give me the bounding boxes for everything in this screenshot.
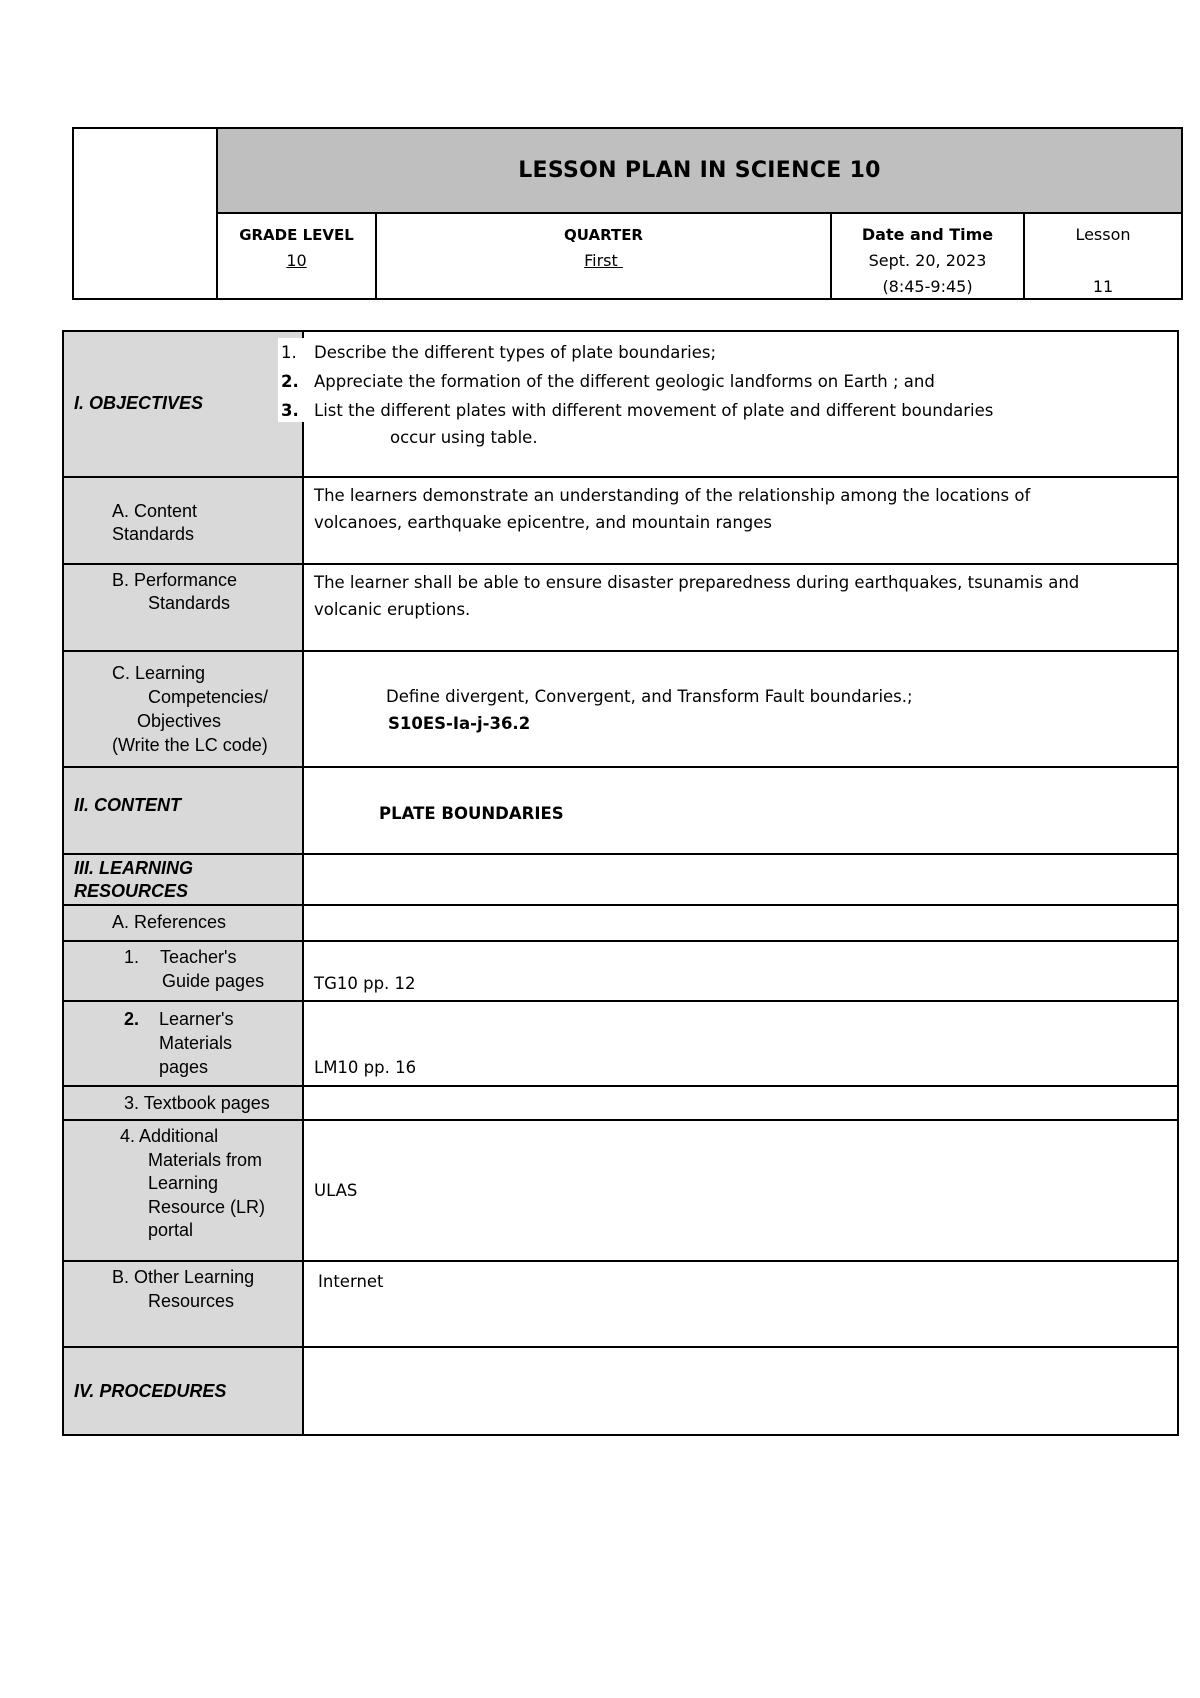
competencies-label-cell: C. Learning Competencies/ Objectives (Write the LC code) <box>64 652 304 766</box>
content-standards-label: A. Content <box>112 501 198 521</box>
procedures-label: IV. PROCEDURES <box>74 1381 227 1401</box>
other-resources-label: B. Other Learning <box>112 1267 255 1287</box>
competencies-row <box>64 652 1177 768</box>
date-time-cell <box>830 214 1023 298</box>
references-row <box>64 906 1177 942</box>
lesson-cell <box>1023 214 1181 298</box>
content-label: II. CONTENT <box>74 795 181 815</box>
content-standards-label-cell: A. Content Standards <box>64 478 304 563</box>
lesson-label: Lesson <box>1075 225 1131 244</box>
time-value: (8:45-9:45) <box>882 277 973 296</box>
objectives-row <box>64 332 1177 478</box>
logo-cell <box>74 129 218 298</box>
grade-level-label: GRADE LEVEL <box>239 226 354 244</box>
additional-materials-label-cell: 4. Additional Materials from Learning Resource (LR) portal <box>64 1121 304 1260</box>
procedures-label-cell <box>64 1348 304 1434</box>
lesson-header-table <box>72 127 1183 300</box>
lesson-plan-table <box>62 330 1179 1436</box>
learners-materials-label-cell: 2. Learner's Materials pages <box>64 1002 304 1085</box>
competencies-label: C. Learning <box>112 663 206 683</box>
performance-standards-label: B. Performance <box>112 570 238 590</box>
textbook-label: 3. Textbook pages <box>124 1093 270 1113</box>
list-item: 1. Describe the different types of plate boundaries; <box>281 343 717 362</box>
teachers-guide-value: TG10 pp. 12 <box>314 974 416 993</box>
references-label-cell <box>64 906 304 940</box>
content-label-cell <box>64 768 304 853</box>
objectives-list <box>278 338 993 425</box>
content-value-cell <box>304 768 1177 853</box>
date-value: Sept. 20, 2023 <box>868 251 987 270</box>
performance-standards-label-cell: B. Performance Standards <box>64 565 304 650</box>
list-item: 2. Appreciate the formation of the different geologic landforms on Earth ; and <box>281 372 935 391</box>
objectives-label: I. OBJECTIVES <box>74 393 204 413</box>
quarter-value: First <box>584 251 623 270</box>
learners-materials-row <box>64 1002 1177 1087</box>
learners-materials-label: Learner's <box>159 1009 234 1029</box>
procedures-row <box>64 1348 1177 1434</box>
competencies-content-cell <box>304 652 1177 766</box>
objectives-label-cell <box>64 332 304 476</box>
teachers-guide-row <box>64 942 1177 1002</box>
learning-resources-label: III. LEARNING <box>74 858 194 878</box>
other-resources-label-cell: B. Other Learning Resources <box>64 1262 304 1346</box>
list-item: 3. List the different plates with different movement of plate and different boundaries <box>281 401 994 420</box>
grade-level-value: 10 <box>286 251 307 270</box>
teachers-guide-label: Teacher's <box>160 947 237 967</box>
content-value: PLATE BOUNDARIES <box>379 804 564 823</box>
additional-materials-value: ULAS <box>314 1181 358 1200</box>
lesson-value: 11 <box>1092 277 1114 296</box>
additional-materials-label: 4. Additional <box>120 1126 219 1146</box>
content-standards-text: The learners demonstrate an understanding of the relationship among the locations of volcanoes, earthquake epicentre, and mountain ranges <box>314 486 1031 532</box>
objective-3-continuation: occur using table. <box>390 428 538 447</box>
lc-code: S10ES-Ia-j-36.2 <box>388 714 531 733</box>
textbook-row <box>64 1087 1177 1121</box>
teachers-guide-label-cell: 1. Teacher's Guide pages <box>64 942 304 1000</box>
content-standards-row <box>64 478 1177 565</box>
additional-materials-row <box>64 1121 1177 1262</box>
learners-materials-value: LM10 pp. 16 <box>314 1058 417 1077</box>
performance-standards-text: The learner shall be able to ensure disaster preparedness during earthquakes, tsunamis and volcanic eruptions. <box>314 573 1080 619</box>
other-resources-value: Internet <box>318 1272 384 1291</box>
page-title: LESSON PLAN IN SCIENCE 10 <box>218 129 1181 214</box>
learning-resources-label-cell: III. LEARNING RESOURCES <box>64 855 304 904</box>
performance-standards-row <box>64 565 1177 652</box>
competencies-text: Define divergent, Convergent, and Transform Fault boundaries.; <box>386 687 913 706</box>
content-row <box>64 768 1177 855</box>
quarter-cell <box>375 214 830 298</box>
textbook-label-cell <box>64 1087 304 1119</box>
references-label: A. References <box>112 912 227 932</box>
grade-level-cell <box>218 214 375 298</box>
learning-resources-row <box>64 855 1177 906</box>
objectives-content-cell <box>281 332 1177 476</box>
other-resources-row <box>64 1262 1177 1348</box>
quarter-label: QUARTER <box>564 226 643 244</box>
date-time-label: Date and Time <box>861 225 994 244</box>
